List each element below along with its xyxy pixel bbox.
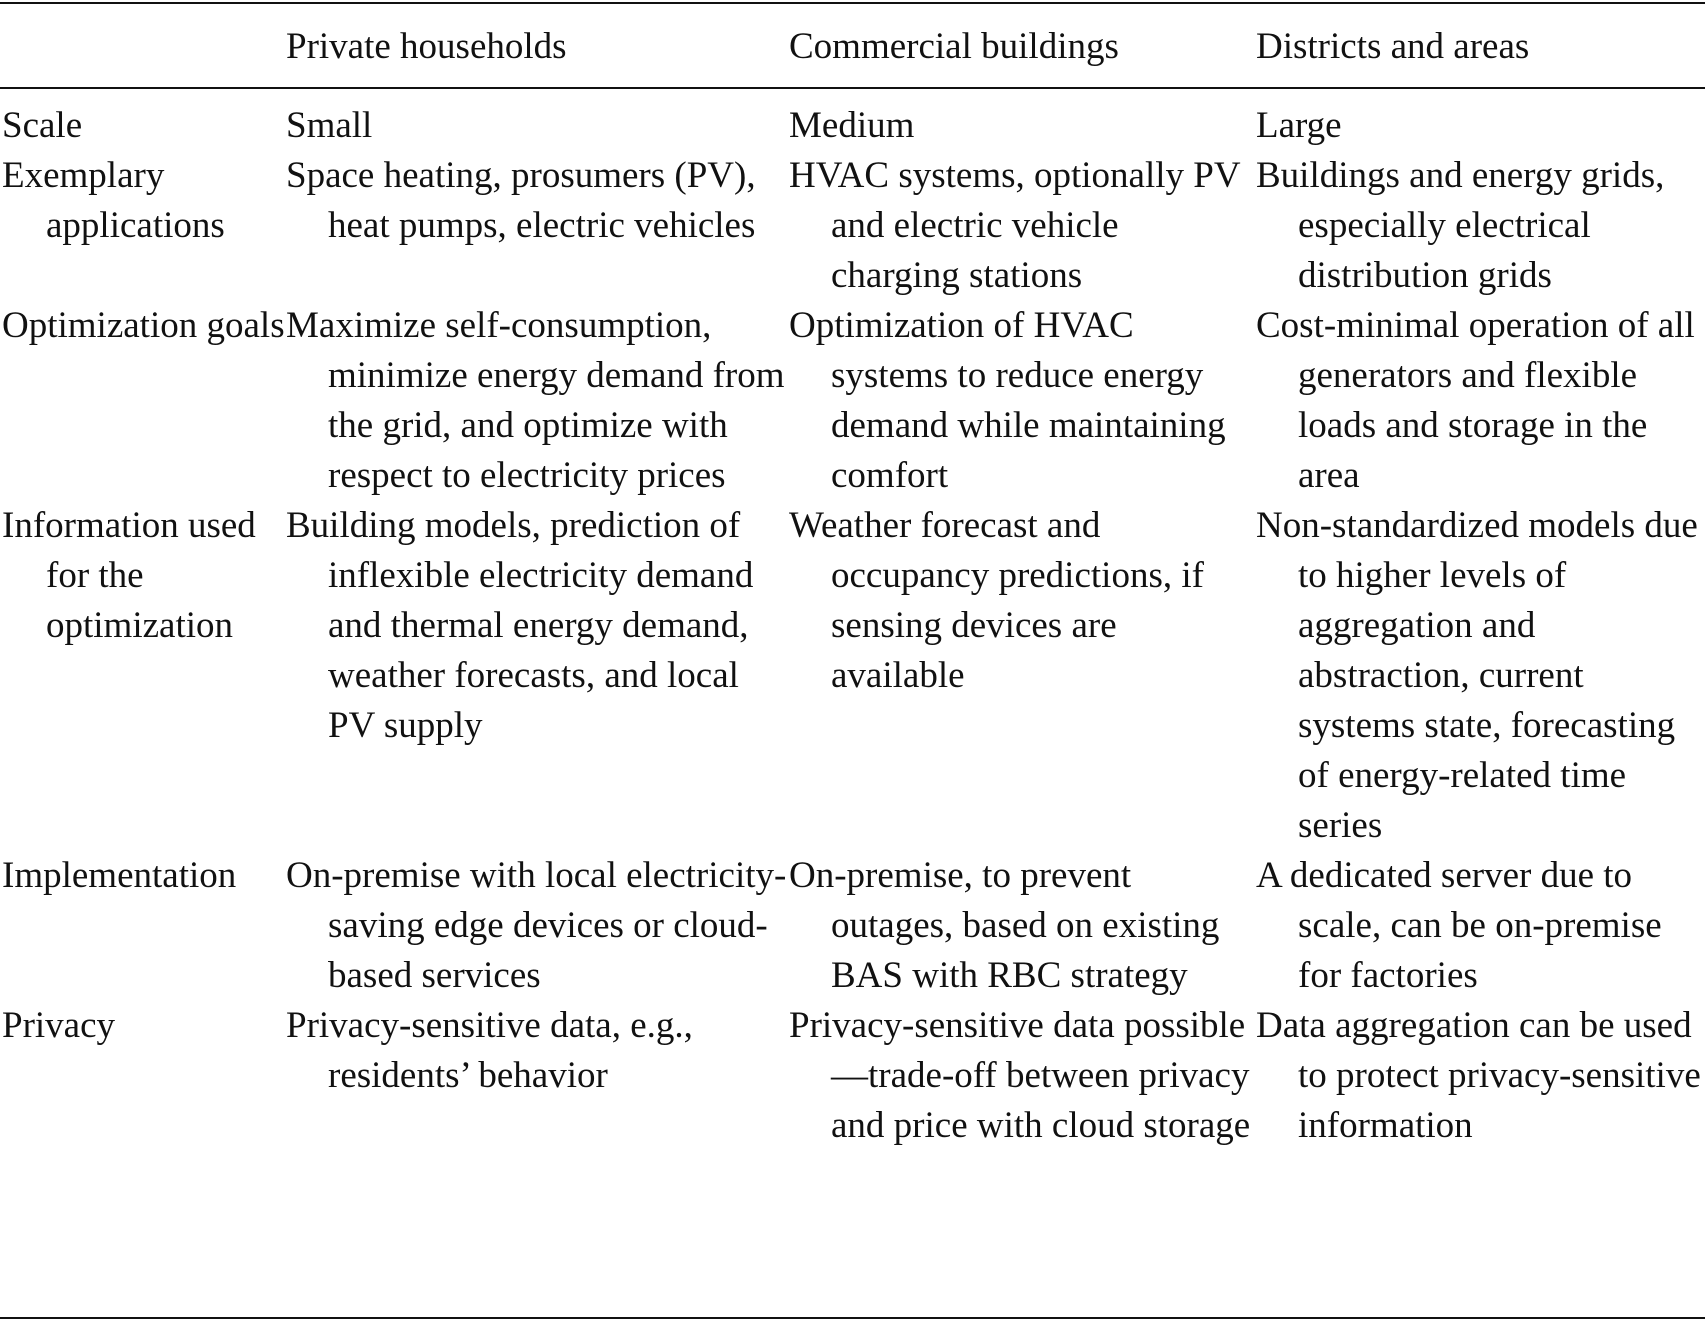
table-header-row [0, 0, 1705, 96]
row-label-exemplary-applications: Exemplary applications [2, 155, 225, 246]
row-label-scale: Scale [2, 105, 83, 146]
header-districts-and-areas: Districts and areas [1256, 26, 1530, 67]
cell-information-commercial: Weather forecast and occupancy predictions, if sensing devices are available [789, 505, 1204, 696]
header-commercial-buildings: Commercial buildings [789, 26, 1119, 67]
row-label-optimization-goals: Optimization goals [2, 305, 285, 346]
cell-privacy-commercial: Privacy-sensitive data possible—trade-off between privacy and price with cloud storage [789, 1005, 1251, 1146]
table-row-scale [0, 96, 1705, 151]
row-label-privacy: Privacy [2, 1005, 116, 1046]
cell-applications-districts: Buildings and energy grids, especially electrical distribution grids [1256, 155, 1665, 296]
cell-goals-districts: Cost-minimal operation of all generators and flexible loads and storage in the area [1256, 305, 1695, 496]
cell-implementation-commercial: On-premise, to prevent outages, based on existing BAS with RBC strategy [789, 855, 1220, 996]
cell-implementation-districts: A dedicated server due to scale, can be on-premise for factories [1256, 855, 1662, 996]
cell-privacy-districts: Data aggregation can be used to protect privacy-sensitive information [1256, 1005, 1701, 1146]
table-row-optimization-goals [0, 301, 1705, 501]
header-empty [0, 0, 286, 96]
row-label-information: Information used for the optimization [2, 505, 256, 646]
cell-goals-private: Maximize self-consumption, minimize energy demand from the grid, and optimize with respect to electricity prices [286, 305, 785, 496]
cell-scale-private: Small [286, 105, 373, 146]
header-private-households: Private households [286, 26, 567, 67]
cell-applications-private: Space heating, prosumers (PV), heat pumps, electric vehicles [286, 155, 756, 246]
cell-privacy-private: Privacy-sensitive data, e.g., residents’ behavior [286, 1005, 693, 1096]
row-label-implementation: Implementation [2, 855, 237, 896]
cell-implementation-private: On-premise with local electricity-saving edge devices or cloud-based services [286, 855, 787, 996]
table-bottom-rule [0, 1317, 1705, 1319]
cell-information-districts: Non-standardized models due to higher levels of aggregation and abstraction, current systems state, forecasting of energy-related time series [1256, 505, 1698, 846]
table-row-information [0, 501, 1705, 851]
table-row-implementation [0, 851, 1705, 1001]
cell-information-private: Building models, prediction of inflexible electricity demand and thermal energy demand, weather forecasts, and local PV supply [286, 505, 754, 746]
cell-goals-commercial: Optimization of HVAC systems to reduce energy demand while maintaining comfort [789, 305, 1226, 496]
table-row-exemplary-applications [0, 151, 1705, 301]
cell-scale-commercial: Medium [789, 105, 915, 146]
cell-applications-commercial: HVAC systems, optionally PV and electric vehicle charging stations [789, 155, 1240, 296]
cell-scale-districts: Large [1256, 105, 1342, 146]
table-row-privacy [0, 1001, 1705, 1151]
